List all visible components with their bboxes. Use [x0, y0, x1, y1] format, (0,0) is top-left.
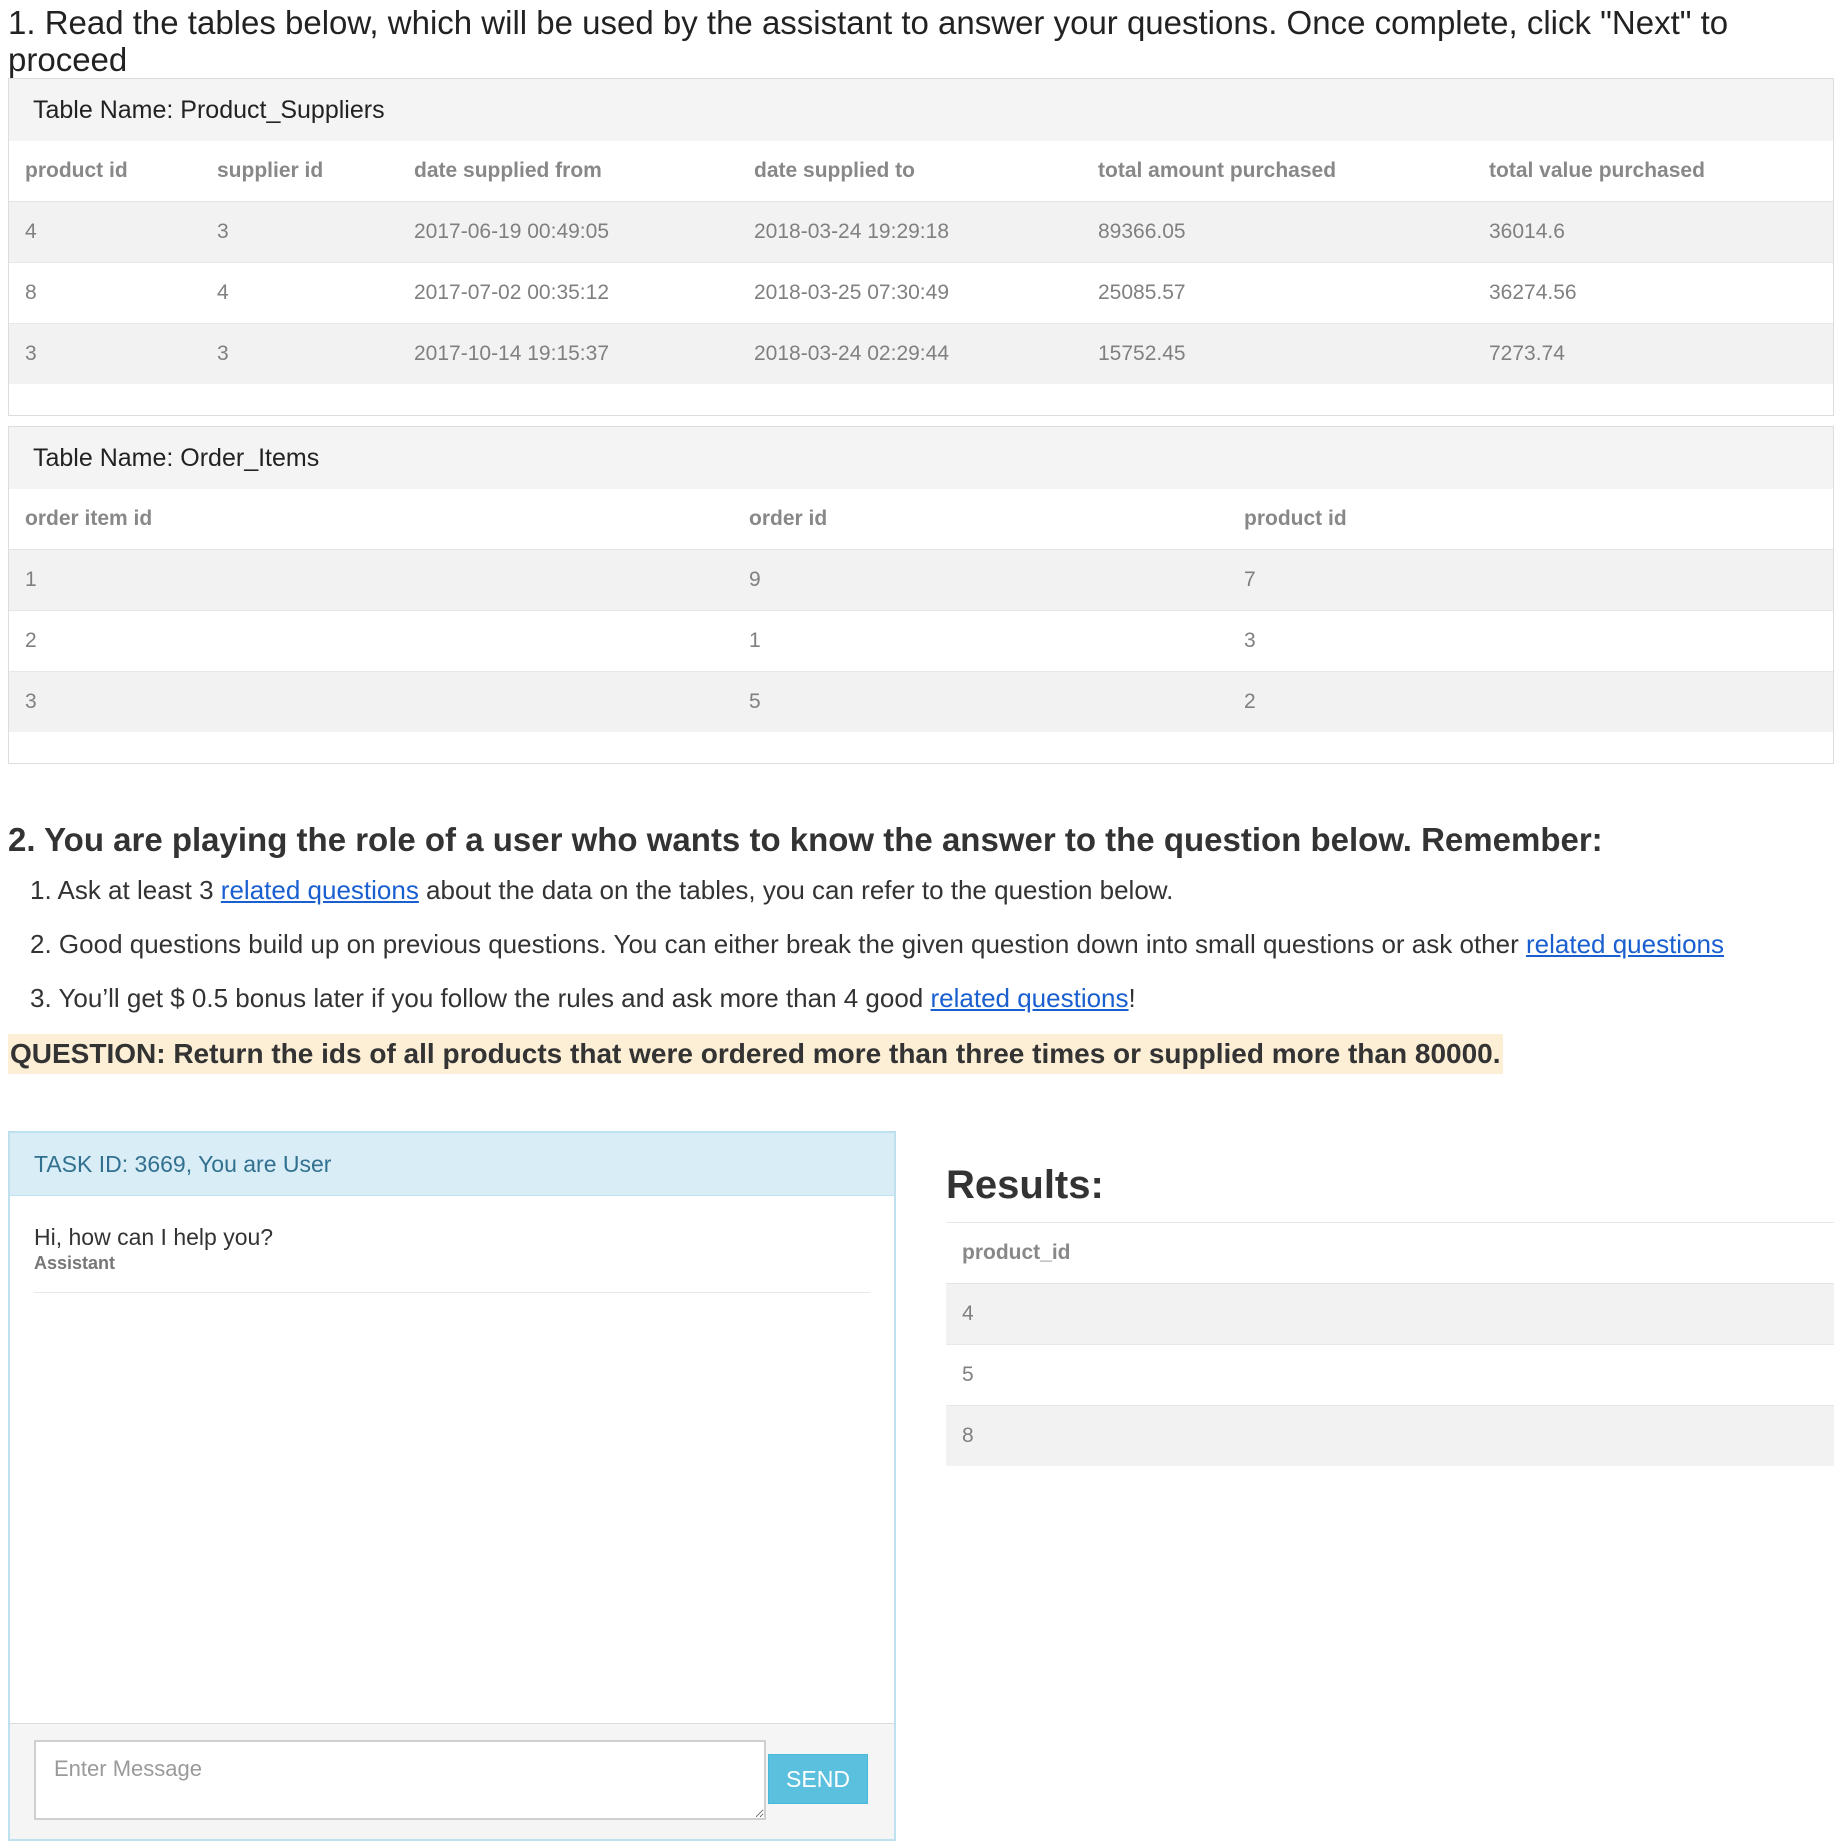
table-cell: 1	[733, 611, 1228, 672]
table-row	[9, 324, 1833, 385]
column-header: total value purchased	[1473, 141, 1833, 202]
table-cell: 3	[9, 324, 201, 385]
table-cell: 2018-03-25 07:30:49	[738, 263, 1082, 324]
column-header: supplier id	[201, 141, 398, 202]
related-questions-link[interactable]: related questions	[220, 875, 419, 905]
table-header-row	[9, 141, 1833, 202]
table-cell: 2017-06-19 00:49:05	[398, 202, 738, 263]
table-cell: 5	[946, 1345, 1834, 1406]
rule-number: 3.	[30, 983, 52, 1013]
table-cell: 3	[1228, 611, 1833, 672]
table-header-row	[9, 489, 1833, 550]
rule-number: 1.	[30, 875, 52, 905]
table-header-row	[946, 1223, 1834, 1284]
send-button[interactable]: SEND	[768, 1754, 868, 1804]
table-row	[9, 550, 1833, 611]
order-items-panel	[8, 426, 1834, 764]
column-header: product id	[1228, 489, 1833, 550]
table-cell: 4	[946, 1284, 1834, 1345]
rule-item	[30, 926, 1724, 980]
column-header: product_id	[946, 1223, 1834, 1284]
table-row	[9, 611, 1833, 672]
chat-message	[34, 1196, 870, 1293]
product-suppliers-title: Table Name: Product_Suppliers	[9, 79, 1833, 141]
rule-text: You’ll get $ 0.5 bonus later if you follow the rules and ask more than 4 good	[58, 983, 931, 1013]
rule-text: about the data on the tables, you can refer to the question below.	[418, 875, 1174, 905]
table-cell: 25085.57	[1082, 263, 1473, 324]
table-cell: 4	[9, 202, 201, 263]
table-cell: 3	[201, 324, 398, 385]
table-cell: 8	[9, 263, 201, 324]
question-banner: QUESTION: Return the ids of all products that were ordered more than three times or supplied more than 80000.	[8, 1034, 1503, 1074]
chat-messages	[10, 1196, 894, 1726]
table-cell: 89366.05	[1082, 202, 1473, 263]
table-cell: 2018-03-24 19:29:18	[738, 202, 1082, 263]
table-row	[9, 263, 1833, 324]
table-cell: 15752.45	[1082, 324, 1473, 385]
column-header: date supplied from	[398, 141, 738, 202]
table-cell: 1	[9, 550, 733, 611]
message-input[interactable]	[34, 1740, 766, 1820]
table-cell: 2	[1228, 672, 1833, 733]
step1-heading: 1. Read the tables below, which will be used by the assistant to answer your questions. Once complete, click "Next" to proceed	[8, 4, 1729, 78]
table-row	[946, 1345, 1834, 1406]
table-cell: 3	[9, 672, 733, 733]
rule-item	[30, 980, 1724, 1034]
chat-panel	[8, 1131, 896, 1841]
step2-heading: 2. You are playing the role of a user who wants to know the answer to the question below. Remember:	[8, 821, 1603, 858]
table-cell: 2017-10-14 19:15:37	[398, 324, 738, 385]
table-cell: 4	[201, 263, 398, 324]
rules-list	[30, 872, 1724, 1034]
table-row	[946, 1406, 1834, 1467]
table-cell: 36274.56	[1473, 263, 1833, 324]
column-header: date supplied to	[738, 141, 1082, 202]
table-cell: 2018-03-24 02:29:44	[738, 324, 1082, 385]
table-cell: 2017-07-02 00:35:12	[398, 263, 738, 324]
chat-footer	[10, 1723, 894, 1839]
message-text: Hi, how can I help you?	[34, 1224, 274, 1250]
table-row	[946, 1284, 1834, 1345]
product-suppliers-table	[9, 141, 1833, 384]
order-items-table	[9, 489, 1833, 732]
table-cell: 8	[946, 1406, 1834, 1467]
table-cell: 7	[1228, 550, 1833, 611]
rule-text: !	[1128, 983, 1136, 1013]
column-header: order item id	[9, 489, 733, 550]
table-cell: 3	[201, 202, 398, 263]
results-table	[946, 1222, 1834, 1466]
table-row	[9, 672, 1833, 733]
table-cell: 9	[733, 550, 1228, 611]
column-header: total amount purchased	[1082, 141, 1473, 202]
rule-text: Good questions build up on previous questions. You can either break the given question down into small questions or ask other	[58, 929, 1526, 959]
order-items-title: Table Name: Order_Items	[9, 427, 1833, 489]
table-cell: 36014.6	[1473, 202, 1833, 263]
table-cell: 5	[733, 672, 1228, 733]
table-row	[9, 202, 1833, 263]
results-heading: Results:	[946, 1163, 1104, 1207]
related-questions-link[interactable]: related questions	[930, 983, 1129, 1013]
rule-number: 2.	[30, 929, 52, 959]
chat-heading: TASK ID: 3669, You are User	[10, 1133, 894, 1196]
column-header: order id	[733, 489, 1228, 550]
related-questions-link[interactable]: related questions	[1525, 929, 1725, 959]
message-sender: Assistant	[34, 1253, 116, 1273]
table-cell: 2	[9, 611, 733, 672]
rule-item	[30, 872, 1724, 926]
rule-text: Ask at least 3	[57, 875, 221, 905]
product-suppliers-panel	[8, 78, 1834, 416]
column-header: product id	[9, 141, 201, 202]
table-cell: 7273.74	[1473, 324, 1833, 385]
